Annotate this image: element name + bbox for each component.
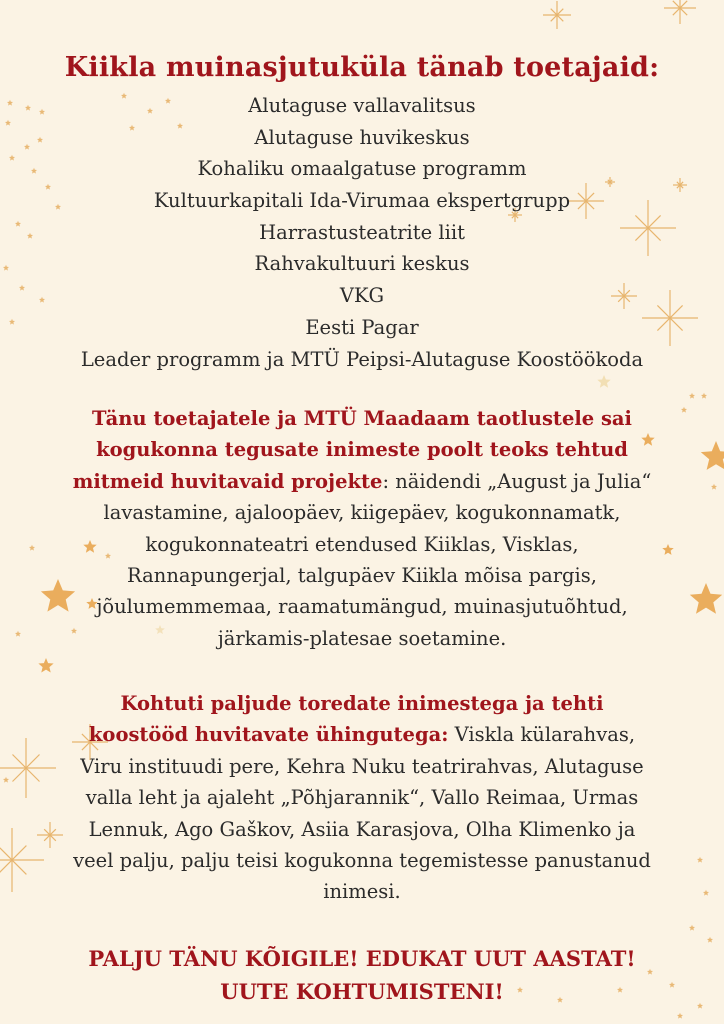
- star-icon: [701, 393, 707, 399]
- sponsor-item: Alutaguse vallavalitsus: [248, 94, 476, 117]
- sparkle-icon: [0, 738, 56, 798]
- star-icon: [681, 407, 687, 413]
- partners-body: Viskla külarahvas, Viru instituudi pere, Kehra Nuku teatrirahvas, Alutaguse valla leht ja ajaleht „Põhjarannik“, Vallo Reimaa, Urmas Lennuk, Ago Gaškov, Asiia Karasjova, Olha Klimenko ja veel palju, palju teisi kogukonna tegemistesse panustanud inimesi.: [73, 723, 651, 904]
- sparkle-icon: [543, 1, 571, 29]
- star-icon: [597, 375, 610, 388]
- star-icon: [38, 658, 53, 673]
- closing-message: [0, 942, 724, 1008]
- page-title: Kiikla muinasjutuküla tänab toetajaid:: [64, 52, 660, 83]
- star-icon: [29, 545, 35, 551]
- projects-body: : näidendi „August ja Julia“ lavastamine, ajaloopäev, kiigepäev, kogukonnamatk, kogukonnateatri etendused Kiiklas, Visklas, Rannapungerjal, talgupäev Kiikla mõisa pargis, jõulumemmemaa, raamatumängud, muinasjutuõhtud, järkamis-platesae soetamine.: [96, 469, 652, 650]
- sponsor-list: [0, 90, 724, 375]
- star-icon: [3, 777, 9, 783]
- star-icon: [689, 393, 695, 399]
- partners-paragraph: [70, 688, 654, 908]
- sparkle-icon: [0, 828, 44, 892]
- sponsor-item: Harrastusteatrite liit: [259, 220, 465, 244]
- sponsor-item: Rahvakultuuri keskus: [254, 252, 470, 276]
- star-icon: [711, 484, 717, 490]
- sponsor-item: VKG: [339, 284, 385, 308]
- star-icon: [662, 544, 673, 555]
- sparkle-icon: [664, 0, 696, 24]
- projects-paragraph: [70, 403, 654, 654]
- sponsor-item: Kultuurkapitali Ida-Virumaa ekspertgrupp: [153, 189, 571, 213]
- star-icon: [701, 441, 724, 470]
- sponsor-item: Alutaguse huvikeskus: [254, 125, 470, 149]
- sponsor-item: Leader programm ja MTÜ Peipsi-Alutaguse Koostöökoda: [80, 347, 644, 371]
- star-icon: [689, 925, 695, 931]
- star-icon: [703, 890, 709, 896]
- star-icon: [15, 631, 21, 637]
- star-icon: [690, 583, 722, 614]
- sponsor-item: Kohaliku omaalgatuse programm: [197, 157, 527, 181]
- closing-line-1: PALJU TÄNU KÕIGILE! EDUKAT UUT AASTAT!: [88, 946, 636, 971]
- closing-line-2: UUTE KOHTUMISTENI!: [220, 979, 504, 1004]
- sponsor-item: Eesti Pagar: [305, 315, 419, 339]
- partners-lead: Kohtuti paljude toredate inimestega ja tehti koostööd huvitavate ühingutega:: [88, 692, 604, 747]
- sparkle-icon: [37, 822, 63, 848]
- projects-lead: Tänu toetajatele ja MTÜ Maadaam taotlustele sai kogukonna tegusate inimeste poolt teoks tehtud mitmeid huvitavaid projekte: [72, 407, 632, 493]
- star-icon: [697, 857, 703, 863]
- star-icon: [677, 1013, 683, 1019]
